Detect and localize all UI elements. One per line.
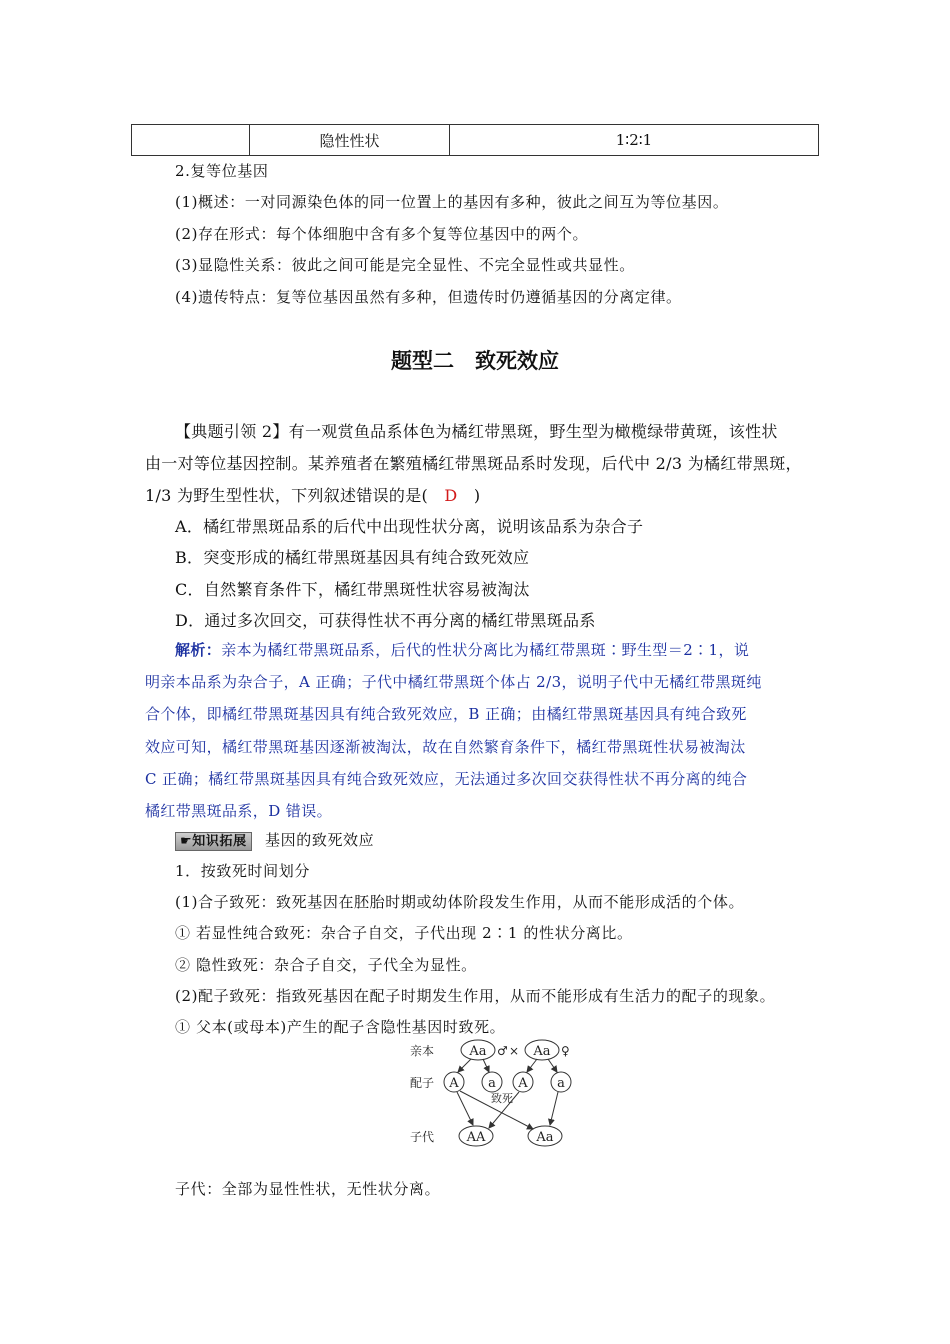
analysis-line: 明亲本品系为杂合子，A 正确；子代中橘红带黑斑个体占 2/3，说明子代中无橘红带黑斑纯 [145, 673, 762, 691]
question-lead: 【典题引领 2】 [175, 422, 289, 441]
gamete-label: a [488, 1076, 496, 1091]
question-line [175, 419, 778, 442]
analysis-text: 亲本为橘红带黑斑品系，后代的性状分离比为橘红带黑斑∶野生型＝2∶1，说 [221, 641, 750, 659]
analysis-line: 效应可知，橘红带黑斑基因逐渐被淘汰，故在自然繁育条件下，橘红带黑斑性状易被淘汰 [145, 738, 746, 756]
analysis-line: 合个体，即橘红带黑斑基因具有纯合致死效应，B 正确；由橘红带黑斑基因具有纯合致死 [145, 705, 747, 723]
table-cell [132, 125, 250, 155]
analysis-lead: 解析： [175, 641, 222, 659]
conclusion: 子代：全部为显性性状，无性状分离。 [175, 1180, 441, 1198]
option-b: B．突变形成的橘红带黑斑基因具有纯合致死效应 [175, 548, 530, 567]
knowledge-header [175, 829, 374, 851]
table-row [131, 124, 819, 156]
question-text: ) [457, 486, 481, 505]
section-heading: 2.复等位基因 [175, 162, 269, 180]
lethal-gamete-diagram [405, 1036, 585, 1148]
gamete-label: A [449, 1076, 459, 1091]
parent1-genotype: Aa [469, 1044, 487, 1059]
list-item: (1)合子致死：致死基因在胚胎时期或幼体阶段发生作用，从而不能形成活的个体。 [175, 893, 745, 911]
list-item: (2)存在形式：每个体细胞中含有多个复等位基因中的两个。 [175, 225, 589, 243]
gamete-label: A [518, 1076, 528, 1091]
page-title: 题型二 致死效应 [391, 349, 559, 373]
list-item: ① 父本(或母本)产生的配子含隐性基因时致死。 [175, 1018, 506, 1036]
question-text: 1/3 为野生型性状，下列叙述错误的是( [145, 486, 445, 505]
knowledge-badge-label: 知识拓展 [192, 834, 247, 849]
question-line [145, 483, 480, 506]
row-label-child: 子代 [410, 1130, 435, 1144]
hand-icon: ☛ [180, 834, 193, 849]
list-item: ② 隐性致死：杂合子自交，子代全为显性。 [175, 956, 477, 974]
child-genotype: Aa [536, 1130, 554, 1145]
option-d: D．通过多次回交，可获得性状不再分离的橘红带黑斑品系 [175, 611, 596, 630]
analysis-line: C 正确；橘红带黑斑基因具有纯合致死效应，无法通过多次回交获得性状不再分离的纯合 [145, 770, 748, 788]
row-label-gamete: 配子 [410, 1076, 435, 1090]
lethal-label: 致死 [491, 1092, 513, 1105]
female-symbol: ♀ [561, 1044, 570, 1058]
answer-mark: D [444, 486, 458, 505]
option-c: C．自然繁育条件下，橘红带黑斑性状容易被淘汰 [175, 580, 530, 599]
question-line: 由一对等位基因控制。某养殖者在繁殖橘红带黑斑品系时发现，后代中 2/3 为橘红带黑斑， [145, 454, 802, 473]
question-text: 有一观赏鱼品系体色为橘红带黑斑，野生型为橄榄绿带黄斑，该性状 [288, 422, 778, 441]
table-cell: 1∶2∶1 [615, 131, 653, 149]
table-cell: 隐性性状 [250, 125, 450, 155]
male-symbol: ♂ [497, 1044, 508, 1058]
list-item: (2)配子致死：指致死基因在配子时期发生作用，从而不能形成有生活力的配子的现象。 [175, 987, 776, 1005]
list-item: ① 若显性纯合致死：杂合子自交，子代出现 2∶1 的性状分离比。 [175, 924, 633, 942]
list-item: (1)概述：一对同源染色体的同一位置上的基因有多种，彼此之间互为等位基因。 [175, 193, 729, 211]
gamete-label: a [557, 1076, 565, 1091]
list-item: (4)遗传特点：复等位基因虽然有多种，但遗传时仍遵循基因的分离定律。 [175, 288, 682, 306]
analysis-line: 橘红带黑斑品系，D 错误。 [145, 802, 332, 820]
option-a: A．橘红带黑斑品系的后代中出现性状分离，说明该品系为杂合子 [175, 517, 644, 536]
cross-symbol: × [509, 1044, 520, 1058]
parent2-genotype: Aa [533, 1044, 551, 1059]
knowledge-badge [175, 832, 252, 851]
analysis-line [175, 639, 749, 660]
child-genotype: AA [466, 1130, 486, 1145]
row-label-parent: 亲本 [410, 1044, 435, 1058]
list-item: (3)显隐性关系：彼此之间可能是完全显性、不完全显性或共显性。 [175, 256, 635, 274]
knowledge-subheading: 1．按致死时间划分 [175, 862, 310, 880]
knowledge-title: 基因的致死效应 [265, 831, 375, 849]
